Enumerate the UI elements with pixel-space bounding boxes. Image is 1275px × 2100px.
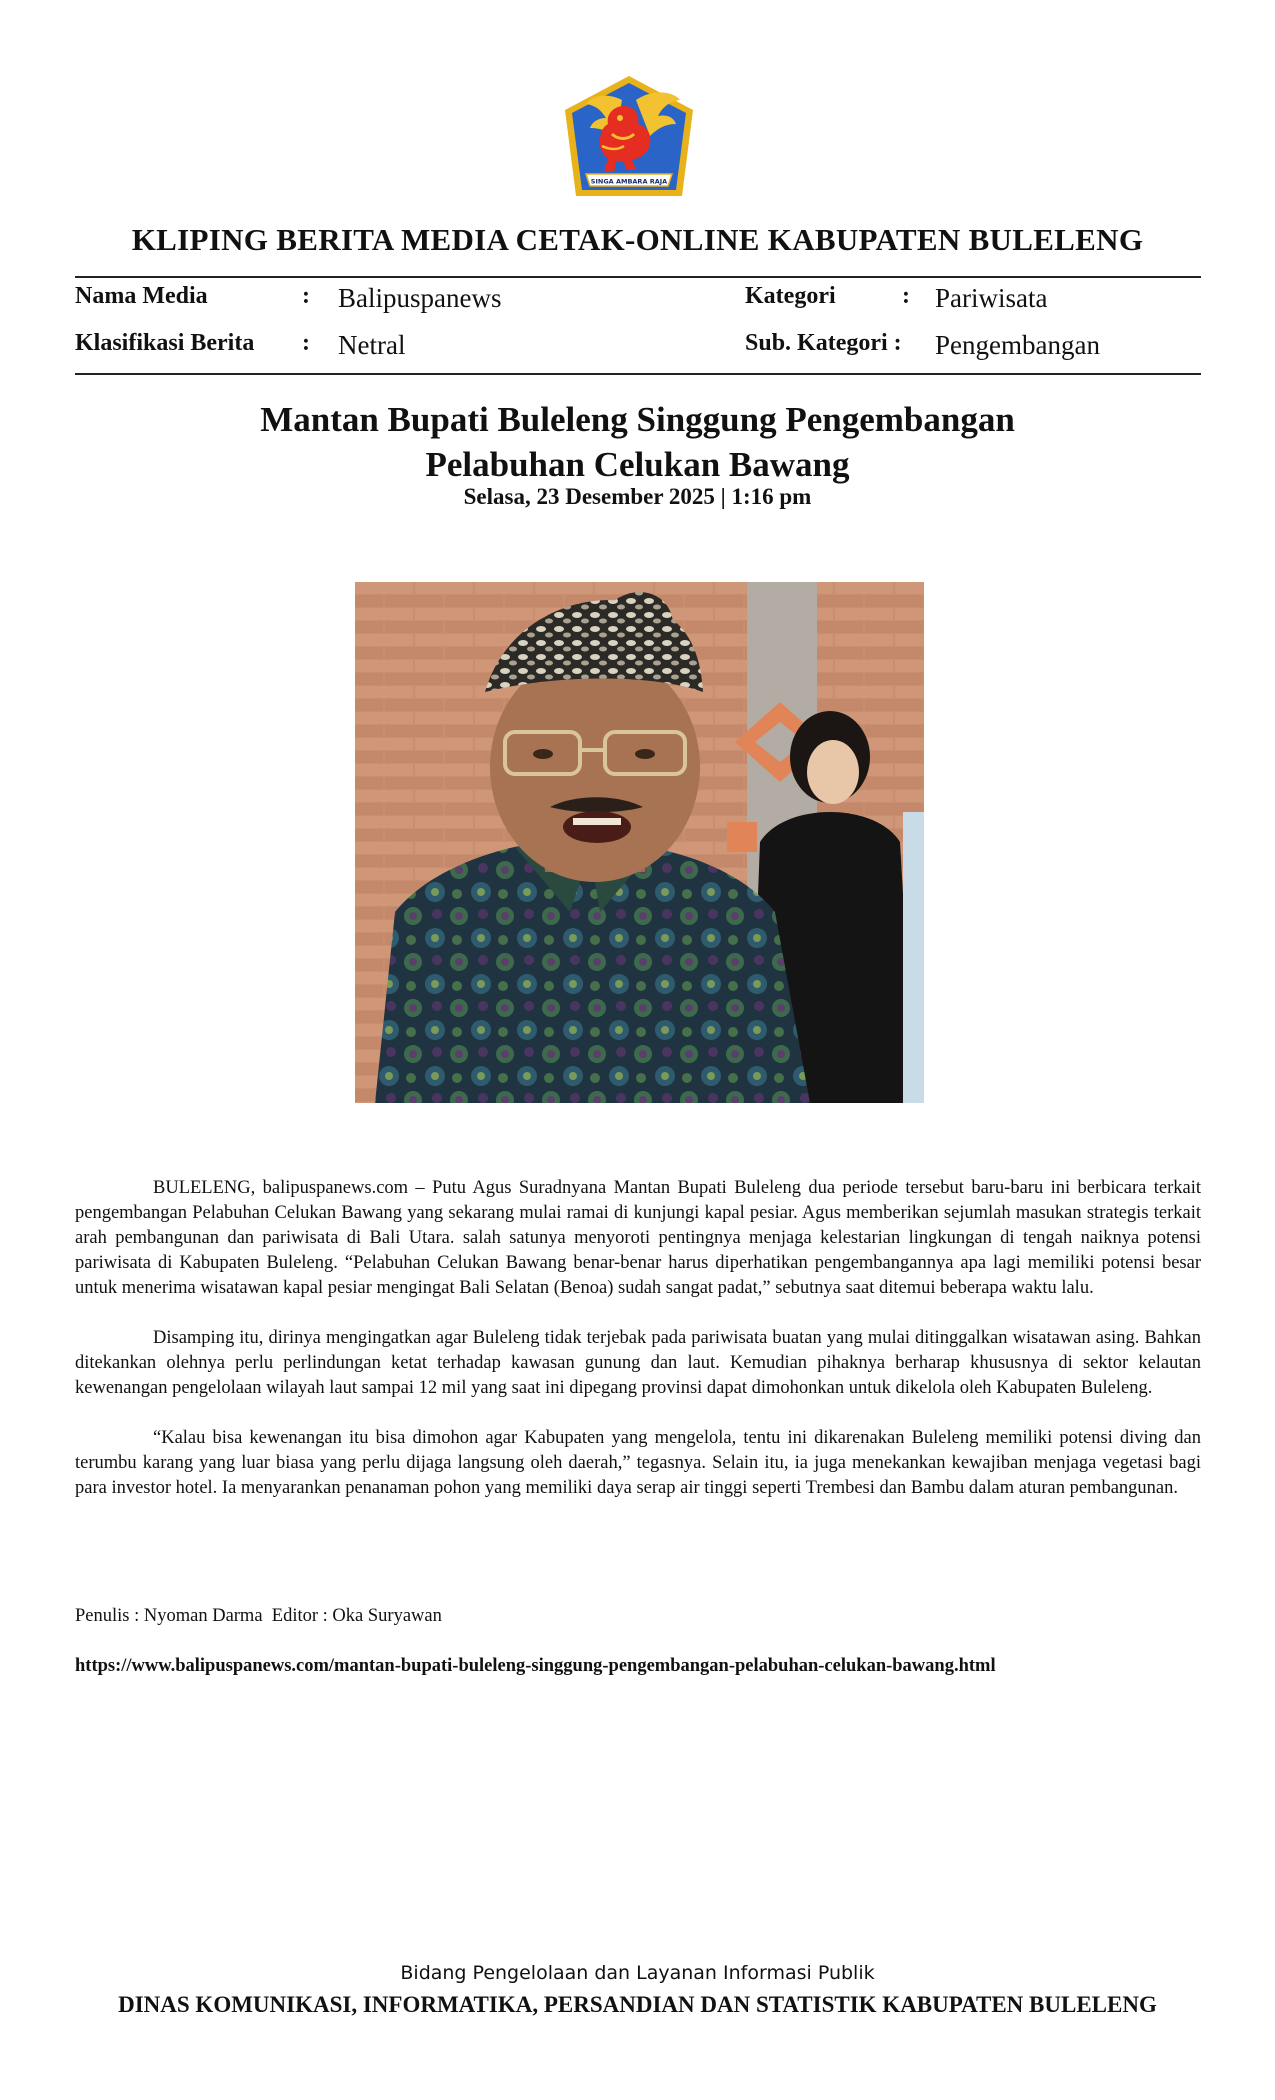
footer-agency-name: DINAS KOMUNIKASI, INFORMATIKA, PERSANDIAN DAN STATISTIK KABUPATEN BULELENG (118, 1992, 1157, 2017)
subcategory-value: Pengembangan (935, 330, 1100, 360)
publication-dateline: Selasa, 23 Desember 2025 | 1:16 pm (463, 484, 812, 509)
subcategory-label: Sub. Kategori : (745, 330, 902, 356)
article-paragraph: BULELENG, balipuspanews.com – Putu Agus Suradnyana Mantan Bupati Buleleng dua periode tersebut baru-baru ini berbicara terkait pengembangan Pelabuhan Celukan Bawang yang sekarang mulai ramai di kunjungi kapal pesiar. Agus memberikan sejumlah masukan strategis terkait arah pembangunan dan pariwisata di Bali Utara. salah satunya menyoroti pentingnya menjaga kelestarian lingkungan di tengah naiknya potensi pariwisata di Kabupaten Buleleng. “Pelabuhan Celukan Bawang benar-benar harus diperhatikan pengembangannya apa lagi memiliki potensi besar untuk menerima wisatawan kapal pesiar mengingat Bali Selatan (Benoa) sudah sangat padat,” sebutnya saat ditemui beberapa waktu lalu. (75, 1178, 1201, 1298)
source-url-link[interactable]: https://www.balipuspanews.com/mantan-bupati-buleleng-singgung-pengembangan-pelabuhan-celukan-bawang.html (75, 1656, 996, 1676)
header-divider-top (75, 276, 1201, 278)
article-paragraph: “Kalau bisa kewenangan itu bisa dimohon agar Kabupaten yang mengelola, tentu ini dikarenakan Buleleng memiliki potensi diving dan terumbu karang yang luar biasa yang perlu dijaga langsung oleh daerah,” tegasnya. Selain itu, ia juga menekankan kewajiban menjaga vegetasi bagi para investor hotel. Ia menyarankan penanaman pohon yang memiliki daya serap air tinggi seperti Trembesi dan Bambu dalam aturan pembangunan. (75, 1428, 1201, 1498)
category-colon: : (902, 283, 910, 309)
media-colon: : (302, 283, 310, 309)
article-paragraph: Disamping itu, dirinya mengingatkan agar Buleleng tidak terjebak pada pariwisata buatan yang mulai ditinggalkan wisatawan asing. Bahkan ditekankan olehnya perlu perlindungan ketat terhadap kawasan gunung dan laut. Kemudian pihaknya berharap khususnya di sektor kelautan kewenangan pengelolaan wilayah laut sampai 12 mil yang saat ini dipegang provinsi dapat dimohonkan untuk dikelola oleh Kabupaten Buleleng. (75, 1328, 1201, 1398)
svg-text:SINGA AMBARA RAJA: SINGA AMBARA RAJA (590, 177, 668, 186)
classification-label: Klasifikasi Berita (75, 330, 255, 356)
footer-unit-name: Bidang Pengelolaan dan Layanan Informasi Publik (400, 1962, 875, 1984)
media-value: Balipuspanews (338, 283, 502, 313)
news-photo-man-in-udeng-batik-shirt-icon (355, 582, 924, 1103)
document-title: KLIPING BERITA MEDIA CETAK-ONLINE KABUPATEN BULELENG (131, 222, 1144, 257)
author-editor-credits: Penulis : Nyoman Darma Editor : Oka Suryawan (75, 1606, 442, 1626)
singa-ambara-raja-crest-icon (562, 74, 696, 198)
header-divider-bottom (75, 373, 1201, 375)
classification-value: Netral (338, 330, 406, 360)
category-value: Pariwisata (935, 283, 1048, 313)
headline-line-1: Mantan Bupati Buleleng Singgung Pengembangan (260, 400, 1015, 439)
category-label: Kategori (745, 283, 836, 309)
classification-colon: : (302, 330, 310, 356)
headline-line-2: Pelabuhan Celukan Bawang (425, 445, 850, 484)
article-body (75, 1176, 1201, 1526)
media-label: Nama Media (75, 283, 208, 309)
